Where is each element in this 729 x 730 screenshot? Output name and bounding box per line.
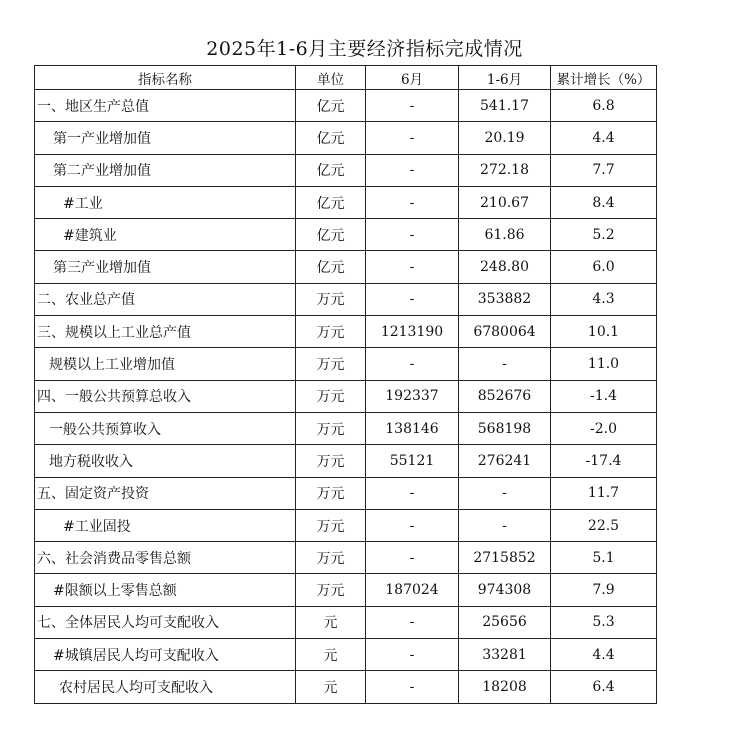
june-value-cell: - [366,122,459,154]
indicator-name-cell: 三、规模以上工业总产值 [35,316,296,348]
jan-june-value-cell: 61.86 [459,219,551,251]
jan-june-value-cell: - [459,509,551,541]
growth-cell: -1.4 [551,380,657,412]
table-row [35,154,657,186]
header-unit: 单位 [296,66,366,90]
june-value-cell: - [366,639,459,671]
growth-cell: -17.4 [551,445,657,477]
table-row [35,186,657,218]
indicator-name-cell: 四、一般公共预算总收入 [35,380,296,412]
jan-june-value-cell: 33281 [459,639,551,671]
unit-cell: 万元 [296,316,366,348]
june-value-cell: - [366,186,459,218]
indicator-name-cell: 七、全体居民人均可支配收入 [35,606,296,638]
indicator-name-cell: 一般公共预算收入 [35,412,296,444]
june-value-cell: - [366,154,459,186]
growth-cell: 5.3 [551,606,657,638]
jan-june-value-cell: 210.67 [459,186,551,218]
header-jan-june: 1-6月 [459,66,551,90]
indicator-name-cell: #城镇居民人均可支配收入 [35,639,296,671]
table-row [35,380,657,412]
jan-june-value-cell: - [459,348,551,380]
table-row [35,122,657,154]
unit-cell: 万元 [296,380,366,412]
table-row [35,251,657,283]
june-value-cell: - [366,348,459,380]
unit-cell: 万元 [296,348,366,380]
indicator-name-cell: 二、农业总产值 [35,283,296,315]
jan-june-value-cell: 353882 [459,283,551,315]
unit-cell: 元 [296,639,366,671]
june-value-cell: - [366,219,459,251]
indicator-name-cell: 五、固定资产投资 [35,477,296,509]
table-row [35,90,657,122]
jan-june-value-cell: 568198 [459,412,551,444]
indicator-name-cell: 第二产业增加值 [35,154,296,186]
growth-cell: 6.4 [551,671,657,703]
growth-cell: 5.1 [551,542,657,574]
table-row [35,348,657,380]
june-value-cell: 187024 [366,574,459,606]
june-value-cell: 138146 [366,412,459,444]
june-value-cell: - [366,671,459,703]
indicator-name-cell: #工业固投 [35,509,296,541]
table-row [35,606,657,638]
unit-cell: 亿元 [296,251,366,283]
indicator-name-cell: 地方税收收入 [35,445,296,477]
june-value-cell: 1213190 [366,316,459,348]
unit-cell: 亿元 [296,186,366,218]
jan-june-value-cell: 18208 [459,671,551,703]
table-row [35,445,657,477]
indicator-name-cell: 农村居民人均可支配收入 [35,671,296,703]
unit-cell: 万元 [296,509,366,541]
indicator-name-cell: #工业 [35,186,296,218]
growth-cell: 4.3 [551,283,657,315]
indicator-name-cell: #建筑业 [35,219,296,251]
growth-cell: 8.4 [551,186,657,218]
june-value-cell: - [366,251,459,283]
jan-june-value-cell: 541.17 [459,90,551,122]
unit-cell: 万元 [296,445,366,477]
jan-june-value-cell: 6780064 [459,316,551,348]
jan-june-value-cell: 276241 [459,445,551,477]
header-june: 6月 [366,66,459,90]
jan-june-value-cell: 248.80 [459,251,551,283]
indicator-table [34,65,657,704]
growth-cell: 11.0 [551,348,657,380]
unit-cell: 亿元 [296,90,366,122]
growth-cell: 22.5 [551,509,657,541]
jan-june-value-cell: 852676 [459,380,551,412]
table-row [35,542,657,574]
growth-cell: 7.7 [551,154,657,186]
table-row [35,219,657,251]
unit-cell: 万元 [296,574,366,606]
unit-cell: 亿元 [296,122,366,154]
page-title: 2025年1-6月主要经济指标完成情况 [206,38,523,60]
indicator-name-cell: 第一产业增加值 [35,122,296,154]
june-value-cell: - [366,606,459,638]
growth-cell: 11.7 [551,477,657,509]
table-row [35,574,657,606]
unit-cell: 亿元 [296,219,366,251]
growth-cell: 5.2 [551,219,657,251]
june-value-cell: 192337 [366,380,459,412]
table-row [35,639,657,671]
june-value-cell: 55121 [366,445,459,477]
jan-june-value-cell: 974308 [459,574,551,606]
table-row [35,316,657,348]
growth-cell: 6.0 [551,251,657,283]
header-cumulative-growth: 累计增长（%） [551,66,657,90]
indicator-name-cell: 六、社会消费品零售总额 [35,542,296,574]
unit-cell: 万元 [296,542,366,574]
table-row [35,283,657,315]
unit-cell: 元 [296,606,366,638]
indicator-name-cell: 一、地区生产总值 [35,90,296,122]
jan-june-value-cell: 25656 [459,606,551,638]
unit-cell: 万元 [296,477,366,509]
growth-cell: 6.8 [551,90,657,122]
jan-june-value-cell: 20.19 [459,122,551,154]
june-value-cell: - [366,509,459,541]
jan-june-value-cell: 272.18 [459,154,551,186]
table-row [35,671,657,703]
growth-cell: 7.9 [551,574,657,606]
jan-june-value-cell: - [459,477,551,509]
header-indicator-name: 指标名称 [35,66,296,90]
unit-cell: 元 [296,671,366,703]
indicator-name-cell: #限额以上零售总额 [35,574,296,606]
june-value-cell: - [366,477,459,509]
table-header-row [35,66,657,90]
growth-cell: 10.1 [551,316,657,348]
growth-cell: 4.4 [551,639,657,671]
unit-cell: 亿元 [296,154,366,186]
table-row [35,509,657,541]
unit-cell: 万元 [296,283,366,315]
unit-cell: 万元 [296,412,366,444]
growth-cell: -2.0 [551,412,657,444]
june-value-cell: - [366,283,459,315]
growth-cell: 4.4 [551,122,657,154]
jan-june-value-cell: 2715852 [459,542,551,574]
indicator-name-cell: 规模以上工业增加值 [35,348,296,380]
table-row [35,477,657,509]
june-value-cell: - [366,90,459,122]
june-value-cell: - [366,542,459,574]
table-row [35,412,657,444]
indicator-name-cell: 第三产业增加值 [35,251,296,283]
